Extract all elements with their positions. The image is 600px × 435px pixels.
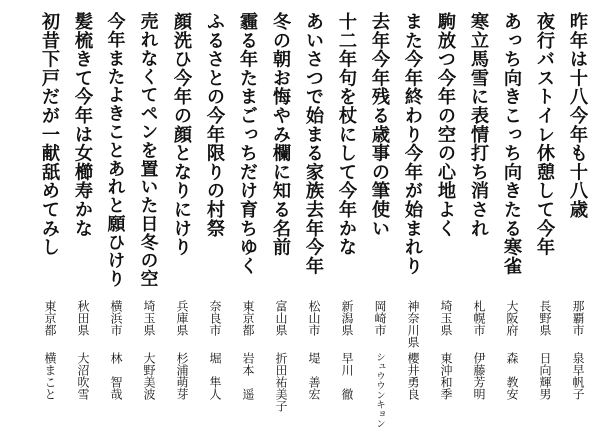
haiku-text: 十二年句を杖にして今年かな [336,12,357,257]
haiku-text: 髪梳きて今年は女櫛寿かな [72,12,93,238]
haiku-entry [132,0,165,435]
haiku-entry [99,0,132,435]
haiku-entry [33,0,66,435]
haiku-text: 売れなくてペンを置いた日冬の空 [138,12,159,288]
author-location: 横浜市 [109,300,123,336]
author-location: 那覇市 [571,300,585,336]
author-location: 新潟県 [340,300,354,336]
haiku-entry [462,0,495,435]
haiku-entry [396,0,429,435]
author-name: 林 智哉 [109,352,123,400]
haiku-text: また今年終わり今年が始まれり [402,12,423,276]
author-name: 堤 善宏 [307,352,321,400]
haiku-text: 夜行バストイレ休憩して今年 [534,12,555,257]
author-name: シュウウンキョン [374,352,385,428]
author-location: 秋田県 [76,300,90,336]
author-name: 日向輝男 [538,352,552,400]
haiku-text: 去年今年残る歳事の筆使い [369,12,390,238]
author-name: 東沖和季 [439,352,453,400]
haiku-entry [165,0,198,435]
haiku-entry [66,0,99,435]
haiku-entry [198,0,231,435]
author-location: 埼玉県 [439,300,453,336]
haiku-text: 昨年は十八今年も十八歳 [567,12,588,219]
author-name: 岩本 遥 [241,352,255,400]
author-name: 伊藤芳明 [472,352,486,400]
haiku-entry [429,0,462,435]
author-name: 大野美波 [142,352,156,400]
author-name: 横まこと [43,352,57,400]
author-location: 東京都 [43,300,57,336]
author-name: 早川 徹 [340,352,354,400]
author-name: 大沼吹雪 [76,352,90,400]
haiku-entry [297,0,330,435]
haiku-entry [231,0,264,435]
author-location: 富山県 [274,300,288,336]
author-location: 東京都 [241,300,255,336]
haiku-entry [561,0,594,435]
haiku-entry [495,0,528,435]
author-name: 堀 隼人 [208,352,222,400]
author-location: 奈良市 [208,300,222,336]
haiku-entry [363,0,396,435]
author-name: 折田祐美子 [274,352,288,412]
author-location: 松山市 [307,300,321,336]
author-name: 森 教安 [505,352,519,400]
haiku-entry [330,0,363,435]
haiku-text: 今年またよきことあれと願ひけり [105,12,126,288]
haiku-text: あいさつで始まる家族去年今年 [303,12,324,276]
author-location: 埼玉県 [142,300,156,336]
haiku-text: 顔洗ひ今年の顔となりにけり [171,12,192,257]
haiku-text: あっち向きこっち向きたる寒雀 [501,12,522,276]
author-name: 櫻井勇良 [406,352,420,400]
author-name: 泉早帆子 [571,352,585,400]
haiku-text: 寒立馬雪に表情打ち消され [468,12,489,238]
author-location: 札幌市 [472,300,486,336]
haiku-text: 冬の朝お悔やみ欄に知る名前 [270,12,291,257]
author-location: 長野県 [538,300,552,336]
haiku-entry [264,0,297,435]
author-name: 杉浦萌芽 [175,352,189,400]
author-location: 大阪府 [505,300,519,336]
haiku-text: ふるさとの今年限りの村祭 [204,12,225,238]
author-location: 神奈川県 [406,300,420,348]
haiku-text: 初昔下戸だが一献舐めてみし [39,12,60,257]
haiku-text: 駒放つ今年の空の心地よく [435,12,456,238]
haiku-text: 霾る年たまごっちだけ育ちゆく [237,12,258,276]
author-location: 兵庫県 [175,300,189,336]
author-location: 岡崎市 [373,300,387,336]
haiku-entry [528,0,561,435]
